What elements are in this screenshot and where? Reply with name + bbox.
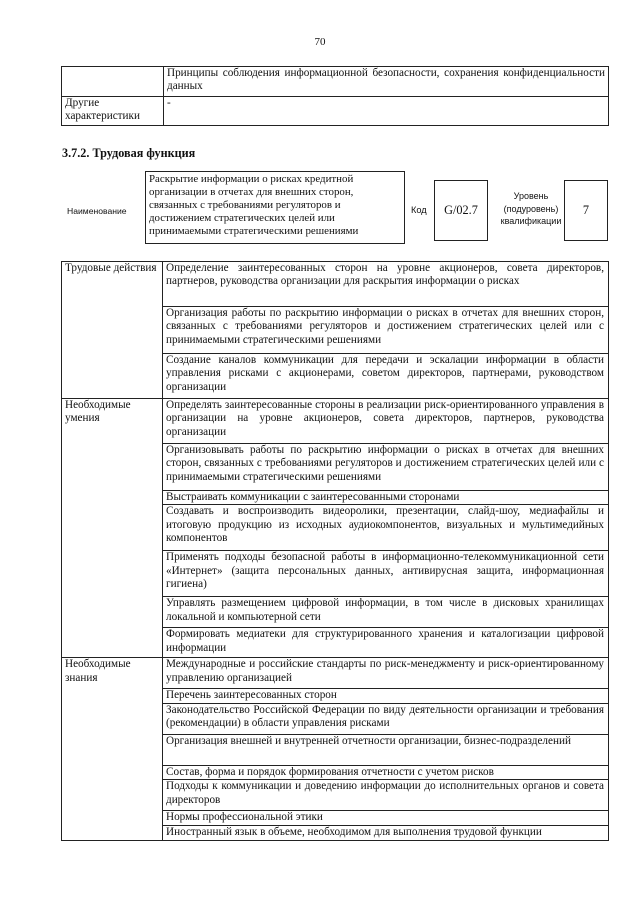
group-item: Нормы профессиональной этики [163, 811, 609, 825]
function-details-table [61, 261, 609, 841]
group-item: Управлять размещением цифровой информации, в том числе в дисковых хранилищах локальной и компьютерной сети [163, 597, 609, 628]
page-number: 70 [314, 36, 326, 48]
qualification-level: 7 [564, 180, 608, 241]
row-label [62, 67, 164, 97]
table-row [62, 399, 609, 444]
row-content: Принципы соблюдения информационной безопасности, сохранения конфиденциальности данных [164, 67, 609, 97]
group-item: Организовывать работы по раскрытию информации о рисках в отчетах для внешних сторон, связанных с требованиями регуляторов и достижением стратегических целей или с принимаемыми стратегическими решениями [163, 444, 609, 491]
group-item: Определять заинтересованные стороны в реализации риск-ориентированного управления в организации на уровне акционеров, совета директоров, партнеров, руководства организации [163, 399, 609, 444]
group-item: Иностранный язык в объеме, необходимом для выполнения трудовой функции [163, 825, 609, 840]
group-label: Необходимые знания [62, 658, 163, 840]
group-item: Организация внешней и внутренней отчетности организации, бизнес-подразделений [163, 734, 609, 765]
group-item: Применять подходы безопасной работы в информационно-телекоммуникационной сети «Интернет» (защита персональных данных, антивирусная защита, информационная гигиена) [163, 551, 609, 597]
name-label: Наименование [67, 206, 127, 216]
code-label: Код [411, 205, 427, 215]
row-content: - [164, 97, 609, 126]
table-row [62, 262, 609, 307]
group-item: Международные и российские стандарты по риск-менеджменту и риск-ориентированному управлению организацией [163, 658, 609, 689]
group-item: Определение заинтересованных сторон на уровне акционеров, совета директоров, партнеров, руководства организации для раскрытия информации о рисках [163, 262, 609, 307]
group-item: Перечень заинтересованных сторон [163, 689, 609, 703]
group-label: Необходимые умения [62, 399, 163, 658]
function-code: G/02.7 [434, 180, 488, 241]
group-item: Создавать и воспроизводить видеоролики, презентации, слайд-шоу, медиафайлы и итоговую продукцию из исходных аудиокомпонентов, визуальных и мультимедийных компонентов [163, 505, 609, 551]
group-label: Трудовые действия [62, 262, 163, 399]
group-item: Выстраивать коммуникации с заинтересованными сторонами [163, 491, 609, 505]
group-item: Подходы к коммуникации и доведению информации до исполнительных органов и совета директоров [163, 780, 609, 811]
row-label: Другие характеристики [62, 97, 164, 126]
group-item: Формировать медиатеки для структурированного хранения и каталогизации цифровой информации [163, 628, 609, 658]
table-row [62, 658, 609, 689]
top-table [61, 66, 609, 126]
level-label: Уровень (подуровень) квалификации [500, 191, 562, 226]
group-item: Законодательство Российской Федерации по виду деятельности организации и требования (рекомендации) в области управления рисками [163, 703, 609, 734]
function-name: Раскрытие информации о рисках кредитной организации в отчетах для внешних сторон, связанных с требованиями регуляторов и достижением стратегических целей или принимаемыми стратегическими решениями [145, 171, 405, 244]
group-item: Организация работы по раскрытию информации о рисках в отчетах для внешних сторон, связанных с требованиями регуляторов и достижением стратегических целей или с принимаемыми стратегическими решениями [163, 307, 609, 354]
group-item: Состав, форма и порядок формирования отчетности с учетом рисков [163, 765, 609, 779]
group-item: Создание каналов коммуникации для передачи и эскалации информации в области управления рисками с акционерами, советом директоров, партнерами, руководством организации [163, 354, 609, 399]
table-row [62, 97, 609, 126]
section-heading: 3.7.2. Трудовая функция [62, 146, 196, 160]
table-row [62, 67, 609, 97]
